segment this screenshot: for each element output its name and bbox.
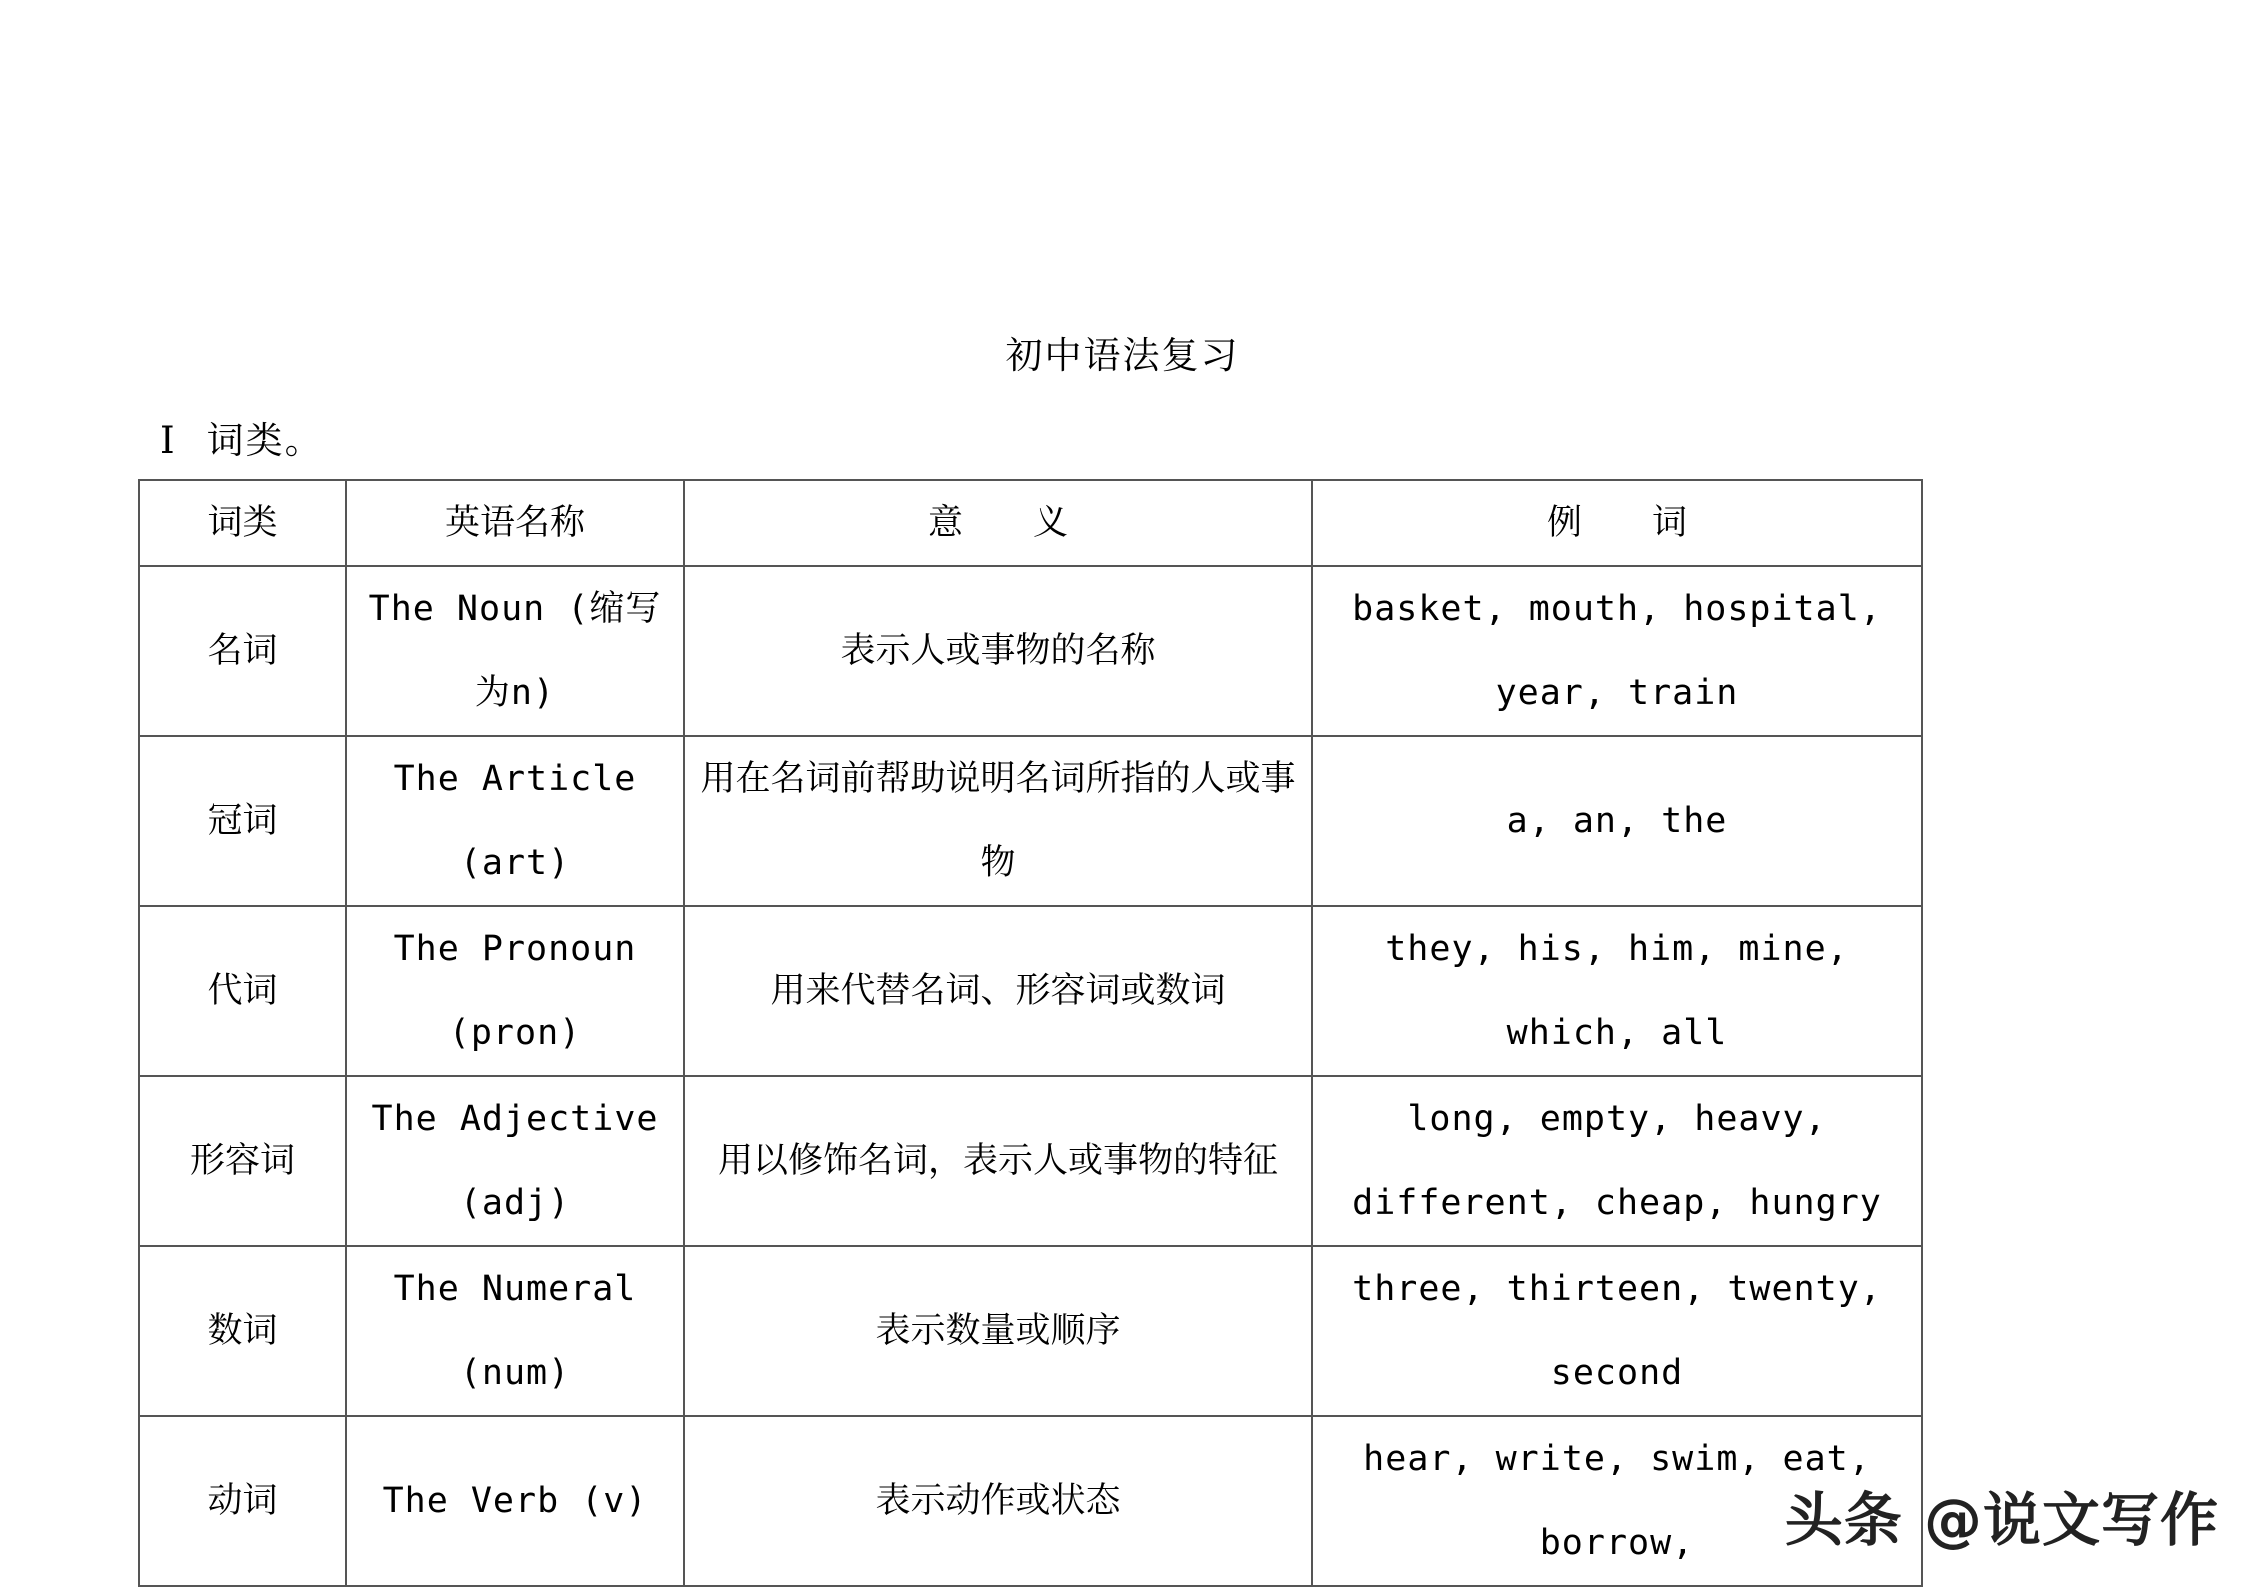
cell-examples: hear, write, swim, eat, borrow, — [1312, 1416, 1922, 1586]
cell-meaning: 用以修饰名词，表示人或事物的特征 — [684, 1076, 1312, 1246]
table-row — [139, 1246, 1922, 1416]
table-header-row — [139, 480, 1922, 566]
cell-pos: 动词 — [139, 1416, 346, 1586]
watermark: 头条 @说文写作 — [1784, 1486, 2219, 1554]
cell-examples: they, his, him, mine, which, all — [1312, 906, 1922, 1076]
section-heading-text: 词类。 — [206, 419, 324, 462]
table-row — [139, 736, 1922, 906]
cell-pos: 名词 — [139, 566, 346, 736]
cell-pos: 形容词 — [139, 1076, 346, 1246]
table-row — [139, 566, 1922, 736]
cell-english-name: The Pronoun (pron) — [346, 906, 684, 1076]
cell-pos: 数词 — [139, 1246, 346, 1416]
cell-meaning: 表示数量或顺序 — [684, 1246, 1312, 1416]
cell-english-name: The Adjective (adj) — [346, 1076, 684, 1246]
cell-english-name: The Article (art) — [346, 736, 684, 906]
section-numeral: I — [160, 419, 177, 462]
header-english-name: 英语名称 — [346, 480, 684, 566]
cell-pos: 代词 — [139, 906, 346, 1076]
table-row — [139, 1076, 1922, 1246]
header-examples: 例 词 — [1312, 480, 1922, 566]
cell-english-name: The Noun (缩写为n) — [346, 566, 684, 736]
section-heading — [160, 410, 324, 464]
cell-examples: three, thirteen, twenty, second — [1312, 1246, 1922, 1416]
cell-examples: a, an, the — [1312, 736, 1922, 906]
cell-english-name: The Verb (v) — [346, 1416, 684, 1586]
cell-pos: 冠词 — [139, 736, 346, 906]
cell-meaning: 用在名词前帮助说明名词所指的人或事物 — [684, 736, 1312, 906]
cell-examples: basket, mouth, hospital, year, train — [1312, 566, 1922, 736]
cell-meaning: 表示人或事物的名称 — [684, 566, 1312, 736]
cell-english-name: The Numeral (num) — [346, 1246, 684, 1416]
header-pos: 词类 — [139, 480, 346, 566]
document-title: 初中语法复习 — [1005, 334, 1240, 377]
cell-examples: long, empty, heavy, different, cheap, hungry — [1312, 1076, 1922, 1246]
cell-meaning: 用来代替名词、形容词或数词 — [684, 906, 1312, 1076]
table-row — [139, 1416, 1922, 1586]
table-row — [139, 906, 1922, 1076]
header-meaning: 意 义 — [684, 480, 1312, 566]
parts-of-speech-table — [138, 479, 1923, 1587]
cell-meaning: 表示动作或状态 — [684, 1416, 1312, 1586]
